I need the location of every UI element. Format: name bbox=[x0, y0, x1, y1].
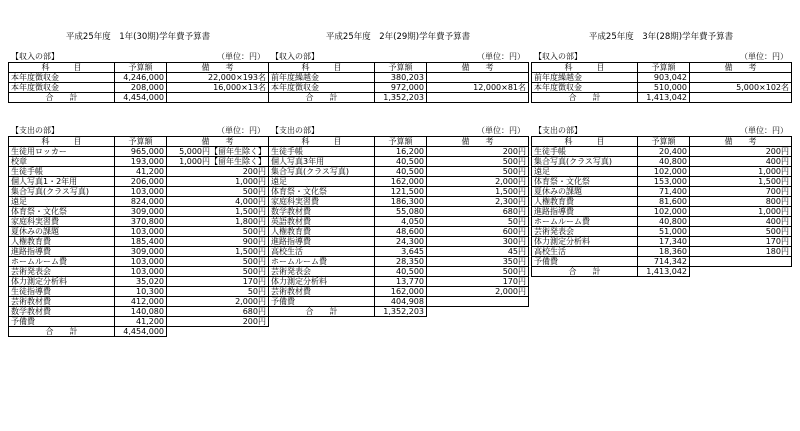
table-row bbox=[532, 227, 792, 237]
note-cell: 500円 bbox=[167, 187, 269, 197]
note-cell: 400円 bbox=[690, 157, 792, 167]
note-cell: 1,500円 bbox=[690, 177, 792, 187]
note-cell: 1,500円 bbox=[167, 207, 269, 217]
amount-cell: 40,800 bbox=[638, 217, 690, 227]
subject-cell: 芸術発表会 bbox=[532, 227, 638, 237]
subject-cell: 体育祭・文化祭 bbox=[532, 177, 638, 187]
total-amount: 1,352,203 bbox=[375, 307, 427, 317]
subject-cell: 本年度徴収金 bbox=[9, 83, 115, 93]
table-row bbox=[269, 257, 529, 267]
note-cell bbox=[690, 257, 792, 267]
subject-cell: 高校生活 bbox=[269, 247, 375, 257]
amount-cell: 412,000 bbox=[115, 297, 167, 307]
subject-cell: 人権教育費 bbox=[269, 227, 375, 237]
table-row bbox=[269, 207, 529, 217]
amount-cell: 162,000 bbox=[375, 287, 427, 297]
note-cell: 22,000×193名 bbox=[167, 73, 269, 83]
total-label: 合 計 bbox=[269, 307, 375, 317]
column-header-amount: 予算額 bbox=[375, 63, 427, 73]
amount-cell: 510,000 bbox=[638, 83, 690, 93]
subject-cell: 英語教材費 bbox=[269, 217, 375, 227]
expense-section-header bbox=[531, 126, 791, 136]
subject-cell: 芸術発表会 bbox=[269, 267, 375, 277]
note-cell: 200円 bbox=[167, 317, 269, 327]
table-row bbox=[269, 93, 529, 103]
total-label: 合 計 bbox=[532, 93, 638, 103]
subject-cell: 予備費 bbox=[532, 257, 638, 267]
amount-cell: 28,350 bbox=[375, 257, 427, 267]
total-amount: 4,454,000 bbox=[115, 93, 167, 103]
table-row bbox=[9, 327, 269, 337]
amount-cell: 185,400 bbox=[115, 237, 167, 247]
subject-cell: 生徒用ロッカー bbox=[9, 147, 115, 157]
amount-cell: 51,000 bbox=[638, 227, 690, 237]
income-section-header bbox=[8, 52, 268, 62]
amount-cell: 40,500 bbox=[375, 167, 427, 177]
note-cell: 170円 bbox=[427, 277, 529, 287]
total-label: 合 計 bbox=[269, 93, 375, 103]
subject-cell: 生徒手帳 bbox=[532, 147, 638, 157]
column-header-subject: 科 目 bbox=[9, 63, 115, 73]
table-row bbox=[532, 147, 792, 157]
note-cell bbox=[427, 297, 529, 307]
amount-cell: 380,203 bbox=[375, 73, 427, 83]
note-cell: 900円 bbox=[167, 237, 269, 247]
table-row bbox=[532, 73, 792, 83]
expense-section-label: 【支出の部】 bbox=[271, 126, 319, 135]
table-row bbox=[269, 247, 529, 257]
note-cell: 500円 bbox=[427, 267, 529, 277]
table-row bbox=[269, 277, 529, 287]
note-cell: 45円 bbox=[427, 247, 529, 257]
income-section-header bbox=[531, 52, 791, 62]
amount-cell: 10,300 bbox=[115, 287, 167, 297]
amount-cell: 309,000 bbox=[115, 207, 167, 217]
note-cell bbox=[167, 93, 269, 103]
unit-label: （単位：円） bbox=[740, 126, 788, 135]
note-cell: 350円 bbox=[427, 257, 529, 267]
amount-cell: 208,000 bbox=[115, 83, 167, 93]
unit-label: （単位：円） bbox=[740, 52, 788, 61]
subject-cell: 遠足 bbox=[269, 177, 375, 187]
amount-cell: 121,500 bbox=[375, 187, 427, 197]
amount-cell: 16,200 bbox=[375, 147, 427, 157]
subject-cell: 夏休みの課題 bbox=[9, 227, 115, 237]
note-cell: 16,000×13名 bbox=[167, 83, 269, 93]
subject-cell: ホームルーム費 bbox=[532, 217, 638, 227]
table-row bbox=[532, 157, 792, 167]
table-row bbox=[269, 237, 529, 247]
subject-cell: 遠足 bbox=[9, 197, 115, 207]
table-row bbox=[9, 307, 269, 317]
table-row bbox=[532, 187, 792, 197]
table-row bbox=[9, 207, 269, 217]
amount-cell: 103,000 bbox=[115, 257, 167, 267]
table-row bbox=[269, 267, 529, 277]
subject-cell: 個人写真1・2年用 bbox=[9, 177, 115, 187]
expense-section-header bbox=[8, 126, 268, 136]
amount-cell: 103,000 bbox=[115, 227, 167, 237]
column-header-amount: 予算額 bbox=[638, 137, 690, 147]
column-header-subject: 科 目 bbox=[532, 137, 638, 147]
note-cell: 2,300円 bbox=[427, 197, 529, 207]
table-row bbox=[269, 197, 529, 207]
table-row bbox=[532, 197, 792, 207]
column-header-subject: 科 目 bbox=[532, 63, 638, 73]
table-row bbox=[269, 287, 529, 297]
total-amount: 1,352,203 bbox=[375, 93, 427, 103]
amount-cell: 824,000 bbox=[115, 197, 167, 207]
note-cell bbox=[690, 73, 792, 83]
table-row bbox=[532, 177, 792, 187]
total-label: 合 計 bbox=[532, 267, 638, 277]
amount-cell: 17,340 bbox=[638, 237, 690, 247]
subject-cell: 本年度徴収金 bbox=[532, 83, 638, 93]
table-row bbox=[9, 317, 269, 327]
expense-section-label: 【支出の部】 bbox=[534, 126, 582, 135]
subject-cell: 体力測定分析料 bbox=[532, 237, 638, 247]
table-row bbox=[532, 93, 792, 103]
subject-cell: 進路指導費 bbox=[532, 207, 638, 217]
subject-cell: 前年度繰越金 bbox=[532, 73, 638, 83]
subject-cell: 数学教材費 bbox=[269, 207, 375, 217]
table-row bbox=[532, 207, 792, 217]
table-row bbox=[269, 187, 529, 197]
subject-cell: 本年度徴収金 bbox=[269, 83, 375, 93]
note-cell: 500円 bbox=[427, 157, 529, 167]
amount-cell: 140,080 bbox=[115, 307, 167, 317]
table-row bbox=[269, 147, 529, 157]
note-cell bbox=[690, 93, 792, 103]
subject-cell: 進路指導費 bbox=[269, 237, 375, 247]
table-row bbox=[9, 137, 269, 147]
budget-title: 平成25年度 1年(30期)学年費予算書 bbox=[65, 32, 211, 42]
subject-cell: 家庭科実習費 bbox=[269, 197, 375, 207]
amount-cell: 102,000 bbox=[638, 167, 690, 177]
amount-cell: 3,645 bbox=[375, 247, 427, 257]
amount-cell: 103,000 bbox=[115, 187, 167, 197]
table-row bbox=[9, 187, 269, 197]
note-cell: 200円 bbox=[690, 147, 792, 157]
note-cell: 400円 bbox=[690, 217, 792, 227]
income-section-label: 【収入の部】 bbox=[11, 52, 59, 61]
table-row bbox=[9, 177, 269, 187]
amount-cell: 40,500 bbox=[375, 267, 427, 277]
table-row bbox=[9, 237, 269, 247]
subject-cell: 数学教材費 bbox=[9, 307, 115, 317]
budget-title: 平成25年度 3年(28期)学年費予算書 bbox=[588, 32, 734, 42]
note-cell: 800円 bbox=[690, 197, 792, 207]
income-table bbox=[8, 62, 269, 103]
table-row bbox=[9, 93, 269, 103]
amount-cell: 965,000 bbox=[115, 147, 167, 157]
table-row bbox=[269, 137, 529, 147]
note-cell: 700円 bbox=[690, 187, 792, 197]
subject-cell: 集合写真(クラス写真) bbox=[9, 187, 115, 197]
expense-table bbox=[8, 136, 269, 337]
table-row bbox=[269, 177, 529, 187]
table-row bbox=[9, 297, 269, 307]
note-cell: 500円 bbox=[167, 257, 269, 267]
table-row bbox=[9, 147, 269, 157]
subject-cell: 生徒指導費 bbox=[9, 287, 115, 297]
column-header-note: 備 考 bbox=[690, 63, 792, 73]
unit-label: （単位：円） bbox=[477, 52, 525, 61]
note-cell: 300円 bbox=[427, 237, 529, 247]
table-row bbox=[269, 73, 529, 83]
amount-cell: 309,000 bbox=[115, 247, 167, 257]
table-row bbox=[532, 247, 792, 257]
subject-cell: 芸術教材費 bbox=[9, 297, 115, 307]
table-row bbox=[9, 157, 269, 167]
column-header-note: 備 考 bbox=[427, 137, 529, 147]
note-cell: 170円 bbox=[690, 237, 792, 247]
column-header-note: 備 考 bbox=[690, 137, 792, 147]
column-header-subject: 科 目 bbox=[269, 63, 375, 73]
note-cell: 680円 bbox=[427, 207, 529, 217]
table-row bbox=[9, 63, 269, 73]
subject-cell: 体育祭・文化祭 bbox=[269, 187, 375, 197]
amount-cell: 103,000 bbox=[115, 267, 167, 277]
subject-cell: 進路指導費 bbox=[9, 247, 115, 257]
table-row bbox=[9, 167, 269, 177]
subject-cell: 夏休みの課題 bbox=[532, 187, 638, 197]
subject-cell: 人権教育費 bbox=[532, 197, 638, 207]
table-row bbox=[269, 307, 529, 317]
amount-cell: 162,000 bbox=[375, 177, 427, 187]
table-row bbox=[9, 83, 269, 93]
income-section-label: 【収入の部】 bbox=[271, 52, 319, 61]
note-cell: 50円 bbox=[427, 217, 529, 227]
table-row bbox=[9, 267, 269, 277]
subject-cell: 遠足 bbox=[532, 167, 638, 177]
column-header-subject: 科 目 bbox=[9, 137, 115, 147]
amount-cell: 24,300 bbox=[375, 237, 427, 247]
subject-cell: 予備費 bbox=[9, 317, 115, 327]
note-cell: 200円 bbox=[427, 147, 529, 157]
total-amount: 1,413,042 bbox=[638, 267, 690, 277]
note-cell: 5,000円【留年生除く】 bbox=[167, 147, 269, 157]
note-cell: 4,000円 bbox=[167, 197, 269, 207]
expense-table bbox=[531, 136, 792, 277]
table-row bbox=[532, 237, 792, 247]
amount-cell: 40,500 bbox=[375, 157, 427, 167]
subject-cell: 家庭科実習費 bbox=[9, 217, 115, 227]
amount-cell: 40,800 bbox=[638, 157, 690, 167]
subject-cell: 体育祭・文化祭 bbox=[9, 207, 115, 217]
note-cell: 2,000円 bbox=[427, 287, 529, 297]
subject-cell: 芸術発表会 bbox=[9, 267, 115, 277]
amount-cell: 193,000 bbox=[115, 157, 167, 167]
amount-cell: 370,800 bbox=[115, 217, 167, 227]
note-cell: 200円 bbox=[167, 167, 269, 177]
note-cell: 5,000×102名 bbox=[690, 83, 792, 93]
subject-cell: 個人写真3年用 bbox=[269, 157, 375, 167]
amount-cell: 13,770 bbox=[375, 277, 427, 287]
amount-cell: 71,400 bbox=[638, 187, 690, 197]
amount-cell: 404,908 bbox=[375, 297, 427, 307]
column-header-note: 備 考 bbox=[167, 137, 269, 147]
amount-cell: 714,342 bbox=[638, 257, 690, 267]
amount-cell: 48,600 bbox=[375, 227, 427, 237]
amount-cell: 41,200 bbox=[115, 317, 167, 327]
expense-section-label: 【支出の部】 bbox=[11, 126, 59, 135]
expense-section-header bbox=[268, 126, 528, 136]
amount-cell: 186,300 bbox=[375, 197, 427, 207]
note-cell: 500円 bbox=[167, 267, 269, 277]
amount-cell: 4,050 bbox=[375, 217, 427, 227]
expense-table bbox=[268, 136, 529, 317]
note-cell: 1,500円 bbox=[167, 247, 269, 257]
note-cell: 500円 bbox=[167, 227, 269, 237]
subject-cell: 体力測定分析料 bbox=[269, 277, 375, 287]
note-cell: 170円 bbox=[167, 277, 269, 287]
unit-label: （単位：円） bbox=[217, 126, 265, 135]
total-amount: 4,454,000 bbox=[115, 327, 167, 337]
income-table bbox=[531, 62, 792, 103]
note-cell: 1,000円 bbox=[167, 177, 269, 187]
table-row bbox=[269, 297, 529, 307]
column-header-amount: 予算額 bbox=[115, 63, 167, 73]
table-row bbox=[9, 73, 269, 83]
column-header-subject: 科 目 bbox=[269, 137, 375, 147]
table-row bbox=[269, 157, 529, 167]
subject-cell: 人権教育費 bbox=[9, 237, 115, 247]
note-cell: 1,000円【留年生除く】 bbox=[167, 157, 269, 167]
subject-cell: 生徒手帳 bbox=[9, 167, 115, 177]
column-header-note: 備 考 bbox=[167, 63, 269, 73]
note-cell: 1,000円 bbox=[690, 207, 792, 217]
table-row bbox=[9, 257, 269, 267]
table-row bbox=[532, 257, 792, 267]
note-cell: 2,000円 bbox=[427, 177, 529, 187]
table-row bbox=[9, 287, 269, 297]
column-header-note: 備 考 bbox=[427, 63, 529, 73]
amount-cell: 102,000 bbox=[638, 207, 690, 217]
total-label: 合 計 bbox=[9, 327, 115, 337]
subject-cell: 生徒手帳 bbox=[269, 147, 375, 157]
table-row bbox=[269, 83, 529, 93]
table-row bbox=[269, 167, 529, 177]
table-row bbox=[532, 217, 792, 227]
note-cell: 500円 bbox=[690, 227, 792, 237]
table-row bbox=[9, 277, 269, 287]
subject-cell: ホームルーム費 bbox=[269, 257, 375, 267]
unit-label: （単位：円） bbox=[477, 126, 525, 135]
table-row bbox=[9, 217, 269, 227]
subject-cell: 集合写真(クラス写真) bbox=[269, 167, 375, 177]
subject-cell: 芸術教材費 bbox=[269, 287, 375, 297]
note-cell bbox=[427, 73, 529, 83]
subject-cell: 前年度繰越金 bbox=[269, 73, 375, 83]
note-cell: 500円 bbox=[427, 167, 529, 177]
total-label: 合 計 bbox=[9, 93, 115, 103]
note-cell: 12,000×81名 bbox=[427, 83, 529, 93]
table-row bbox=[532, 137, 792, 147]
table-row bbox=[9, 227, 269, 237]
note-cell: 2,000円 bbox=[167, 297, 269, 307]
amount-cell: 153,000 bbox=[638, 177, 690, 187]
note-cell: 680円 bbox=[167, 307, 269, 317]
column-header-amount: 予算額 bbox=[375, 137, 427, 147]
subject-cell: ホームルーム費 bbox=[9, 257, 115, 267]
table-row bbox=[269, 63, 529, 73]
note-cell: 600円 bbox=[427, 227, 529, 237]
amount-cell: 18,360 bbox=[638, 247, 690, 257]
note-cell: 1,500円 bbox=[427, 187, 529, 197]
unit-label: （単位：円） bbox=[217, 52, 265, 61]
subject-cell: 体力測定分析料 bbox=[9, 277, 115, 287]
amount-cell: 20,400 bbox=[638, 147, 690, 157]
table-row bbox=[532, 167, 792, 177]
table-row bbox=[532, 83, 792, 93]
amount-cell: 903,042 bbox=[638, 73, 690, 83]
income-section-label: 【収入の部】 bbox=[534, 52, 582, 61]
note-cell: 1,000円 bbox=[690, 167, 792, 177]
table-row bbox=[9, 197, 269, 207]
subject-cell: 集合写真(クラス写真) bbox=[532, 157, 638, 167]
amount-cell: 81,600 bbox=[638, 197, 690, 207]
amount-cell: 972,000 bbox=[375, 83, 427, 93]
income-table bbox=[268, 62, 529, 103]
subject-cell: 予備費 bbox=[269, 297, 375, 307]
budget-title: 平成25年度 2年(29期)学年費予算書 bbox=[325, 32, 471, 42]
note-cell: 1,800円 bbox=[167, 217, 269, 227]
table-row bbox=[269, 227, 529, 237]
column-header-amount: 予算額 bbox=[638, 63, 690, 73]
table-row bbox=[532, 63, 792, 73]
note-cell: 180円 bbox=[690, 247, 792, 257]
amount-cell: 41,200 bbox=[115, 167, 167, 177]
amount-cell: 55,080 bbox=[375, 207, 427, 217]
note-cell bbox=[427, 93, 529, 103]
amount-cell: 4,246,000 bbox=[115, 73, 167, 83]
subject-cell: 校章 bbox=[9, 157, 115, 167]
note-cell: 50円 bbox=[167, 287, 269, 297]
subject-cell: 高校生活 bbox=[532, 247, 638, 257]
table-row bbox=[532, 267, 792, 277]
amount-cell: 35,020 bbox=[115, 277, 167, 287]
income-section-header bbox=[268, 52, 528, 62]
column-header-amount: 予算額 bbox=[115, 137, 167, 147]
subject-cell: 本年度徴収金 bbox=[9, 73, 115, 83]
amount-cell: 206,000 bbox=[115, 177, 167, 187]
table-row bbox=[9, 247, 269, 257]
total-amount: 1,413,042 bbox=[638, 93, 690, 103]
table-row bbox=[269, 217, 529, 227]
